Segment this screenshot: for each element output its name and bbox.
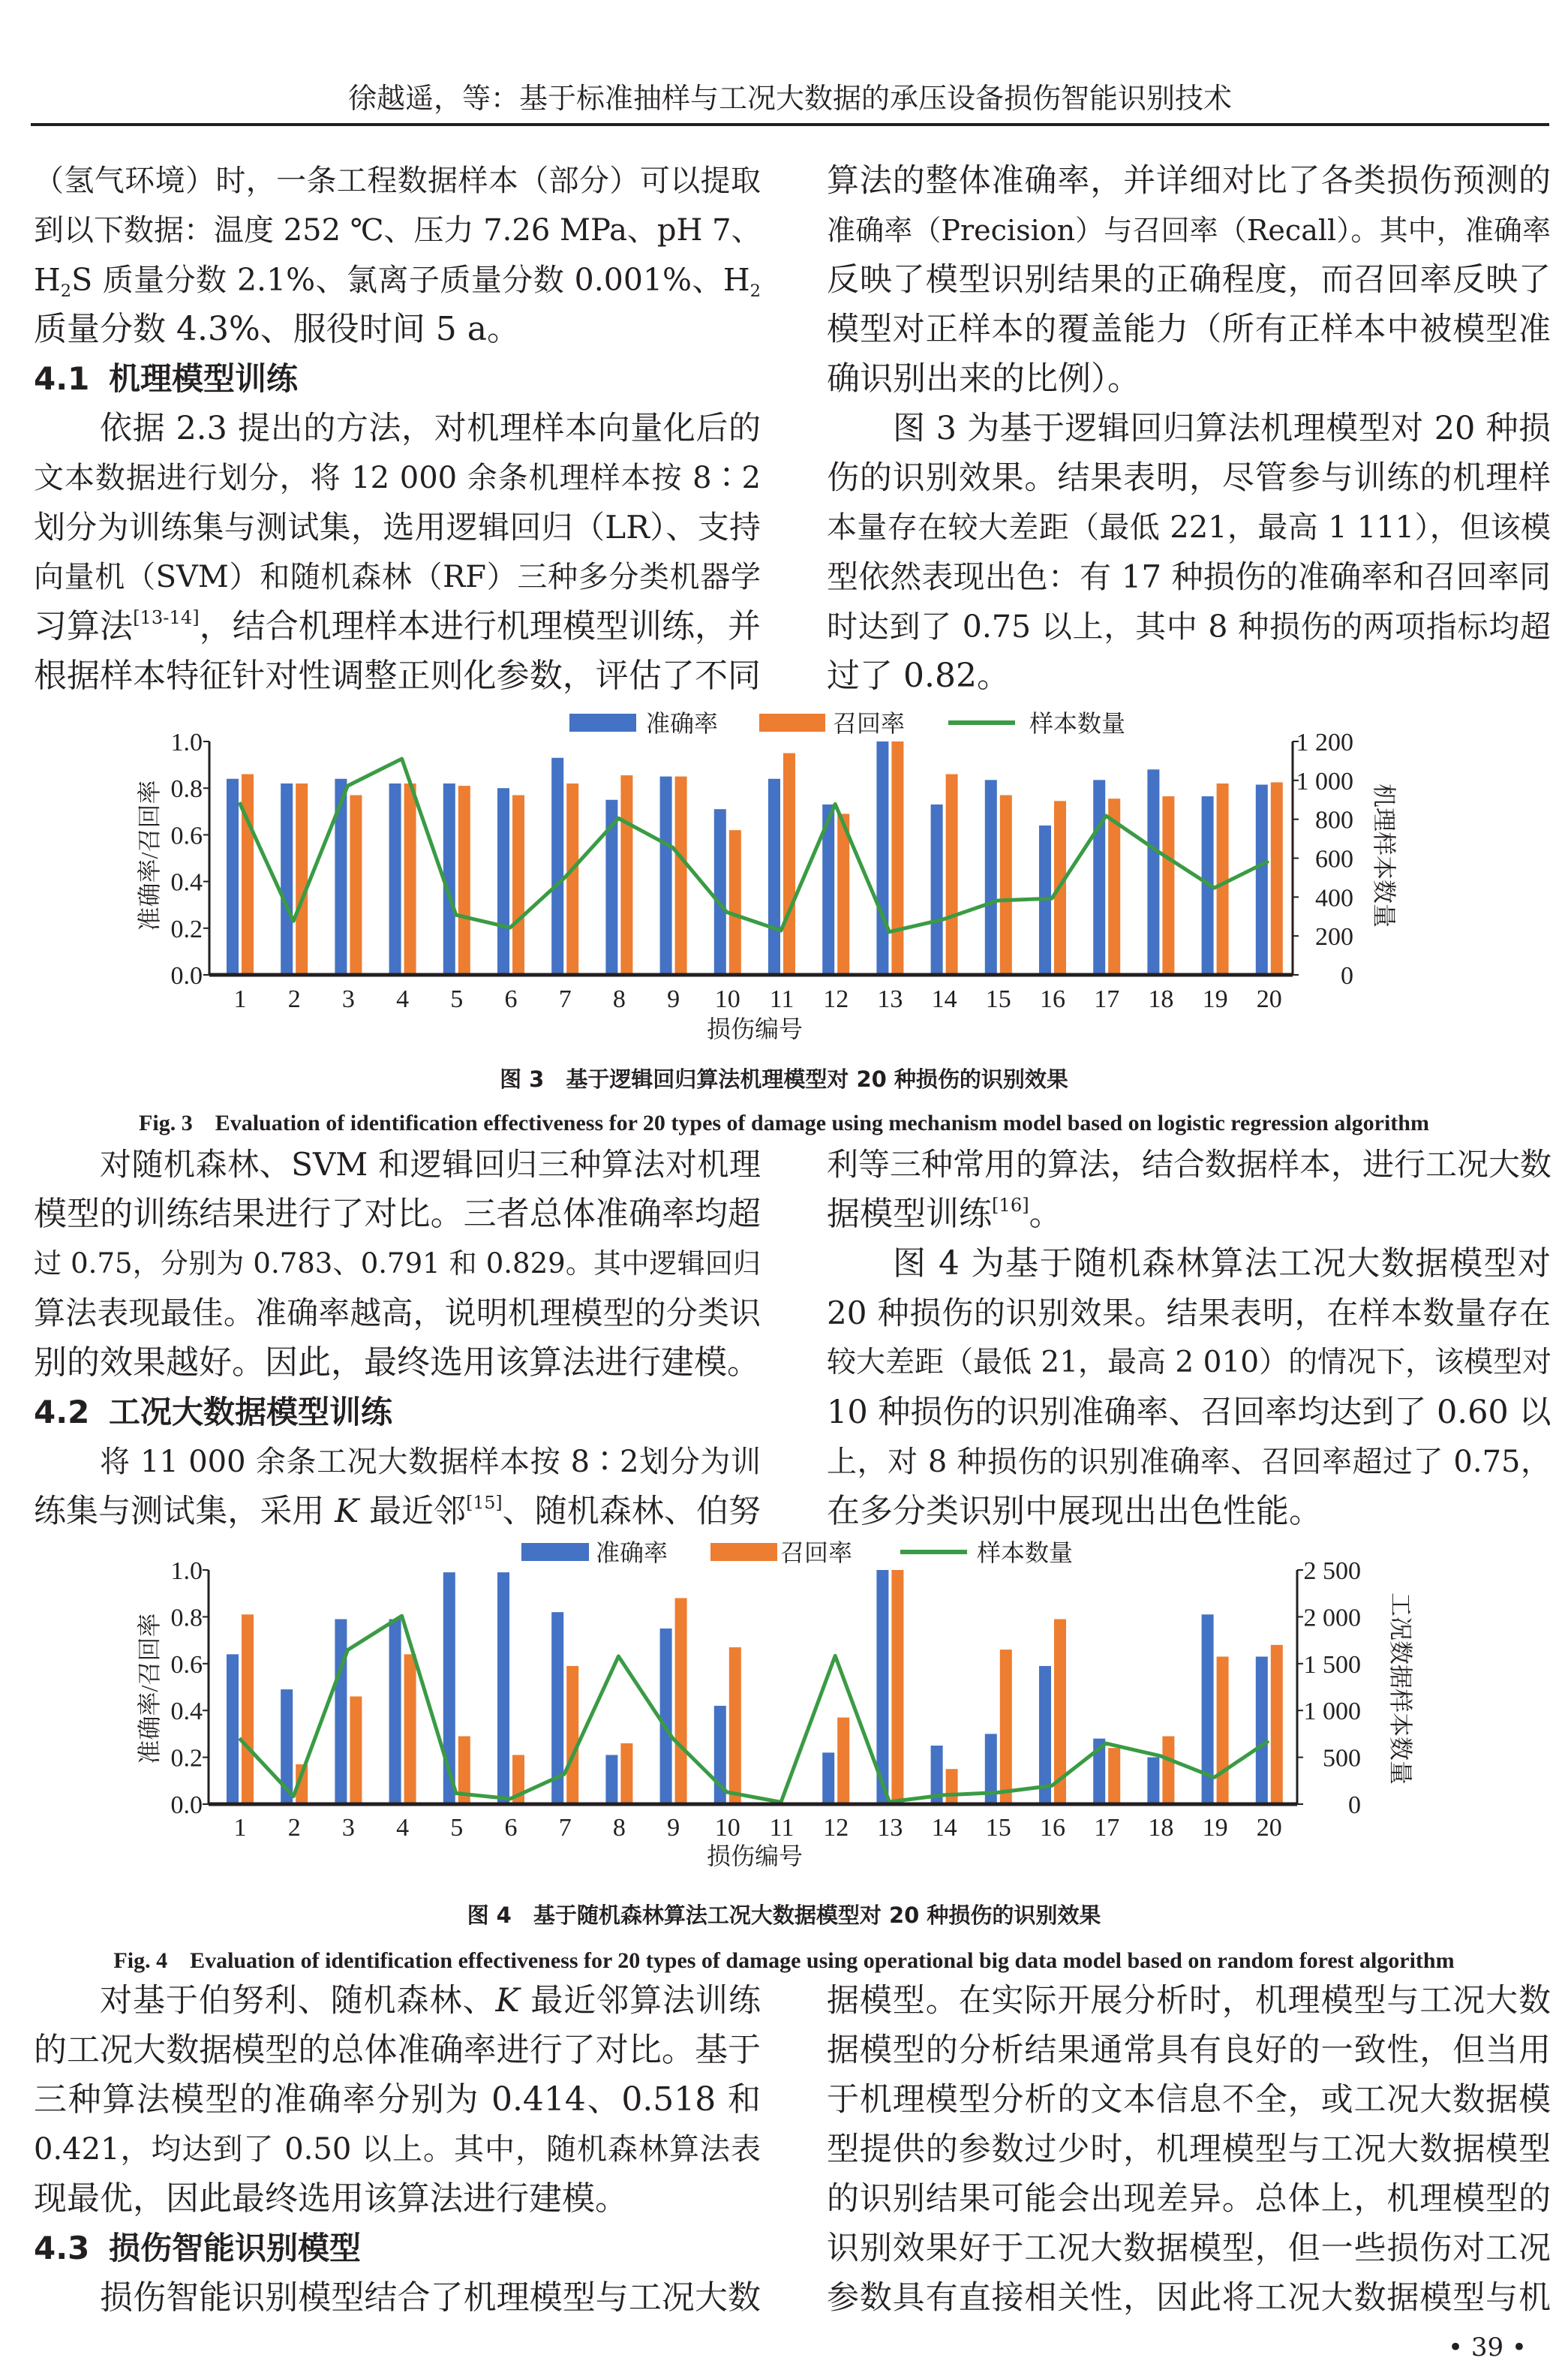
citation-superscript: [16]	[992, 1195, 1029, 1216]
text-run: 据模型。在实际开展分析时，机理模型与工况大数	[827, 1982, 1551, 2020]
x-tick-label: 2	[287, 1814, 301, 1842]
section-number: 4.1	[34, 360, 90, 397]
text-run: 伤的识别效果。结果表明，尽管参与训练的机理样	[827, 459, 1551, 497]
precision-bar	[497, 788, 509, 975]
precision-bar	[660, 777, 672, 975]
text-run: 、随机森林、伯努	[502, 1493, 761, 1530]
legend-swatch-recall	[759, 714, 825, 732]
body-text-line	[827, 1388, 1551, 1437]
text-run: 的识别结果可能会出现差异。总体上，机理模型的	[827, 2180, 1551, 2218]
legend-swatch-recall	[710, 1543, 777, 1561]
recall-bar	[404, 783, 416, 975]
precision-bar	[335, 1620, 347, 1804]
text-run: 习算法	[34, 607, 134, 645]
legend-label: 召回率	[780, 1539, 853, 1566]
recall-bar	[729, 830, 741, 975]
running-title: 徐越遥，等：基于标准抽样与工况大数据的承压设备损伤智能识别技术	[347, 82, 1232, 115]
x-tick-label: 5	[450, 1814, 464, 1842]
x-tick-label: 16	[1040, 1814, 1065, 1842]
recall-bar	[350, 1696, 362, 1804]
x-tick-label: 6	[504, 985, 518, 1013]
precision-bar	[876, 741, 888, 975]
section-title: 损伤智能识别模型	[109, 2230, 362, 2266]
precision-bar	[551, 758, 563, 975]
right-axis-label: 机理样本数量	[1371, 783, 1398, 928]
x-tick-label: 17	[1094, 1814, 1120, 1842]
recall-bar	[1000, 1650, 1012, 1804]
recall-bar	[242, 1614, 254, 1804]
precision-bar	[389, 783, 401, 975]
left-tick-label: 0.2	[170, 1744, 203, 1773]
body-text-line	[34, 1437, 761, 1487]
precision-bar	[931, 805, 943, 975]
x-tick-label: 20	[1256, 1814, 1282, 1842]
text-run: 三种算法模型的准确率分别为 0.414、0.518 和	[34, 2080, 761, 2119]
x-tick-label: 10	[714, 1814, 740, 1842]
left-tick-label: 0.4	[170, 868, 203, 897]
body-text-line	[34, 255, 761, 305]
precision-bar	[497, 1572, 509, 1804]
figure-4-caption-cn: 图 4 基于随机森林算法工况大数据模型对 20 种损伤的识别效果	[467, 1902, 1101, 1928]
text-run: 在多分类识别中展现出出色性能。	[827, 1492, 1322, 1530]
body-text-line	[34, 602, 761, 651]
text-run: 时达到了 0.75 以上，其中 8 种损伤的两项指标均超	[827, 609, 1551, 645]
precision-bar	[1093, 780, 1105, 975]
body-text-line	[827, 552, 1551, 602]
body-text-line	[827, 602, 1551, 651]
body-text-line	[827, 651, 1551, 701]
text-run: 图 3 为基于逻辑回归算法机理模型对 20 种损	[893, 410, 1551, 447]
section-number: 4.3	[34, 2230, 90, 2266]
x-tick-label: 20	[1256, 985, 1282, 1013]
text-run: 模型对正样本的覆盖能力（所有正样本中被模型准	[827, 311, 1551, 348]
italic-variable: K	[495, 1982, 520, 2020]
text-run: 准确率（Precision）与召回率（Recall）。其中，准确率	[827, 214, 1551, 247]
page-number: • 39 •	[1448, 2332, 1527, 2362]
body-text-line	[34, 1338, 761, 1388]
right-tick-label: 1 000	[1303, 1698, 1361, 1726]
text-run: 据模型训练	[827, 1195, 992, 1233]
x-tick-label: 13	[877, 985, 903, 1013]
section-heading	[34, 2224, 761, 2273]
figure-4-chart	[0, 1531, 1568, 1884]
x-tick-label: 1	[233, 1814, 247, 1842]
precision-bar	[1256, 785, 1268, 975]
recall-bar	[1271, 1645, 1283, 1804]
right-tick-label: 500	[1323, 1744, 1361, 1773]
right-tick-label: 2 500	[1303, 1557, 1361, 1585]
x-tick-label: 8	[612, 1814, 626, 1842]
right-column-block-1	[827, 156, 1551, 701]
recall-bar	[946, 1769, 958, 1804]
text-run: 根据样本特征针对性调整正则化参数，评估了不同	[34, 657, 761, 695]
recall-bar	[1271, 782, 1283, 975]
legend-swatch-precision	[521, 1543, 589, 1561]
text-run: 练集与测试集，采用	[34, 1493, 335, 1530]
legend-swatch-precision	[569, 714, 636, 732]
recall-bar	[296, 783, 308, 975]
body-text-line	[827, 1976, 1551, 2026]
text-run: 文本数据进行划分，将 12 000 余条机理样本按 8∶2	[34, 461, 761, 495]
body-text-line	[827, 2273, 1551, 2323]
body-text-line	[827, 1338, 1551, 1388]
recall-bar	[620, 775, 632, 975]
x-tick-label: 4	[396, 1814, 410, 1842]
text-run: 利等三种常用的算法，结合数据样本，进行工况大数	[827, 1146, 1552, 1183]
x-tick-label: 7	[558, 985, 572, 1013]
left-axis-label: 准确率/召回率	[136, 780, 163, 931]
x-tick-label: 9	[667, 1814, 680, 1842]
text-run: 最近邻	[359, 1493, 467, 1530]
text-run: 本量存在较大差距（最低 221，最高 1 111），但该模	[827, 510, 1551, 545]
right-tick-label: 0	[1341, 962, 1353, 990]
x-tick-label: 11	[769, 1814, 795, 1842]
legend-label: 准确率	[596, 1539, 668, 1566]
body-text-line	[34, 305, 761, 354]
x-tick-label: 15	[985, 1814, 1011, 1842]
text-run: 较大差距（最低 21，最高 2 010）的情况下，该模型对	[827, 1346, 1552, 1379]
right-tick-label: 800	[1315, 806, 1353, 835]
text-run: 划分为训练集与测试集，选用逻辑回归（LR）、支持	[34, 509, 761, 546]
left-tick-label: 1.0	[170, 1557, 203, 1585]
precision-bar	[822, 1752, 834, 1804]
body-text-line	[827, 354, 1551, 404]
x-tick-label: 3	[341, 1814, 355, 1842]
body-text-line	[34, 2026, 761, 2075]
body-text-line	[827, 1289, 1551, 1338]
x-tick-label: 10	[714, 985, 740, 1013]
precision-bar	[389, 1620, 401, 1804]
precision-bar	[227, 779, 239, 975]
body-text-line	[827, 1487, 1551, 1536]
body-text-line	[34, 2125, 761, 2174]
text-run: 0.421，均达到了 0.50 以上。其中，随机森林算法表	[34, 2132, 761, 2167]
text-run: 20 种损伤的识别效果。结果表明，在样本数量存在	[827, 1295, 1551, 1331]
text-run: 最近邻算法训练	[519, 1982, 761, 2020]
left-tick-label: 0.6	[170, 822, 203, 850]
right-tick-label: 0	[1348, 1791, 1361, 1819]
x-tick-label: 11	[769, 985, 795, 1013]
body-text-line	[827, 1239, 1551, 1289]
recall-bar	[891, 741, 903, 975]
right-axis-label: 工况数据样本数量	[1387, 1592, 1414, 1785]
x-tick-label: 16	[1040, 985, 1065, 1013]
text-run: 向量机（SVM）和随机森林（RF）三种多分类机器学	[34, 560, 761, 594]
recall-bar	[1108, 1748, 1120, 1804]
precision-bar	[714, 809, 726, 975]
text-run: 算法的整体准确率，并详细对比了各类损伤预测的	[827, 162, 1551, 200]
body-text-line	[34, 404, 761, 453]
precision-bar	[660, 1629, 672, 1804]
text-run: 依据 2.3 提出的方法，对机理样本向量化后的	[100, 410, 761, 447]
text-run: 别的效果越好。因此，最终选用该算法进行建模。	[34, 1343, 760, 1382]
x-tick-label: 6	[504, 1814, 518, 1842]
left-column-block-2	[34, 1140, 761, 1536]
x-tick-label: 5	[450, 985, 464, 1013]
text-run: 上，对 8 种损伤的识别准确率、召回率超过了 0.75，	[827, 1445, 1551, 1479]
body-text-line	[34, 453, 761, 503]
recall-bar	[242, 774, 254, 975]
recall-bar	[566, 783, 578, 975]
x-tick-label: 4	[396, 985, 410, 1013]
text-run: 识别效果好于工况大数据模型，但一些损伤对工况	[827, 2230, 1551, 2267]
legend-label: 样本数量	[1029, 710, 1126, 737]
recall-bar	[512, 796, 524, 975]
text-run: H	[34, 262, 61, 298]
section-heading	[34, 1388, 761, 1437]
body-text-line	[827, 305, 1551, 354]
citation-superscript: [13-14]	[133, 607, 200, 628]
body-text-line	[827, 404, 1551, 453]
recall-bar	[1000, 796, 1012, 975]
recall-bar	[1162, 1737, 1174, 1804]
body-text-line	[827, 156, 1551, 206]
text-run: 的工况大数据模型的总体准确率进行了对比。基于	[34, 2031, 761, 2069]
figure-3-chart	[0, 705, 1568, 1051]
text-run: S 质量分数 2.1%、氯离子质量分数 0.001%、H	[71, 262, 750, 298]
x-axis-label: 损伤编号	[706, 1015, 804, 1042]
text-run: 型提供的参数过少时，机理模型与工况大数据模型	[827, 2131, 1551, 2168]
recall-bar	[837, 1718, 849, 1804]
x-tick-label: 15	[985, 985, 1011, 1013]
body-text-line	[827, 2075, 1551, 2125]
right-tick-label: 600	[1315, 845, 1353, 874]
precision-bar	[1147, 769, 1159, 975]
section-number: 4.2	[34, 1394, 90, 1430]
left-tick-label: 0.0	[170, 962, 203, 990]
precision-bar	[768, 779, 780, 975]
text-run: 损伤智能识别模型结合了机理模型与工况大数	[100, 2278, 761, 2317]
text-run: 算法表现最佳。准确率越高，说明机理模型的分类识	[34, 1295, 761, 1331]
text-run: 10 种损伤的识别准确率、召回率均达到了 0.60 以	[827, 1394, 1551, 1431]
text-run: 质量分数 4.3%、服役时间 5 a。	[34, 310, 520, 348]
text-run: ，结合机理样本进行机理模型训练，并	[199, 607, 761, 645]
body-text-line	[34, 1239, 761, 1289]
section-title: 工况大数据模型训练	[109, 1394, 393, 1430]
body-text-line	[34, 206, 761, 255]
left-tick-label: 0.0	[170, 1791, 203, 1819]
recall-bar	[404, 1654, 416, 1804]
figure-3-caption-en: Fig. 3 Evaluation of identification effectiveness for 20 types of damage using mechanism model based on logistic regression algorithm	[139, 1111, 1429, 1135]
x-tick-label: 17	[1094, 985, 1120, 1013]
section-title: 机理模型训练	[109, 360, 299, 397]
body-text-line	[34, 2273, 761, 2323]
text-run: 确识别出来的比例）。	[827, 359, 1140, 398]
recall-bar	[783, 753, 795, 975]
right-column-block-3	[827, 1976, 1551, 2323]
right-tick-label: 2 000	[1303, 1604, 1361, 1632]
right-tick-label: 200	[1315, 923, 1353, 952]
body-text-line	[827, 206, 1551, 255]
right-tick-label: 1 000	[1296, 767, 1353, 796]
body-text-line	[827, 1437, 1551, 1487]
text-run: 过 0.75，分别为 0.783、0.791 和 0.829。其中逻辑回归	[34, 1247, 761, 1280]
body-text-line	[34, 503, 761, 552]
recall-bar	[891, 1570, 903, 1804]
x-tick-label: 18	[1148, 985, 1174, 1013]
text-run: 于机理模型分析的文本信息不全，或工况大数据模	[827, 2081, 1551, 2119]
text-run: （氢气环境）时，一条工程数据样本（部分）可以提取	[34, 164, 761, 198]
x-tick-label: 18	[1148, 1814, 1174, 1842]
text-run: 对随机森林、SVM 和逻辑回归三种算法对机理	[100, 1146, 761, 1183]
x-axis-label: 损伤编号	[706, 1842, 804, 1869]
recall-bar	[729, 1647, 741, 1804]
body-text-line	[827, 503, 1551, 552]
text-run: 将 11 000 余条工况大数据样本按 8∶2划分为训	[100, 1445, 761, 1479]
recall-bar	[675, 777, 687, 975]
x-tick-label: 9	[667, 985, 680, 1013]
left-column-block-3	[34, 1976, 761, 2323]
legend-label: 召回率	[833, 710, 906, 737]
x-tick-label: 7	[558, 1814, 572, 1842]
text-run: 参数具有直接相关性，因此将工况大数据模型与机	[827, 2279, 1551, 2317]
x-tick-label: 14	[931, 985, 957, 1013]
x-tick-label: 12	[823, 1814, 849, 1842]
figure-4-caption-en: Fig. 4 Evaluation of identification effectiveness for 20 types of damage using operational big data model based on random forest algorithm	[113, 1948, 1455, 1973]
recall-bar	[1217, 783, 1229, 975]
text-run: 现最优，因此最终选用该算法进行建模。	[34, 2179, 628, 2218]
text-run: 对基于伯努利、随机森林、	[100, 1982, 496, 2020]
left-tick-label: 0.2	[170, 915, 203, 943]
recall-bar	[458, 786, 470, 975]
precision-bar	[1256, 1656, 1268, 1804]
left-axis-label: 准确率/召回率	[136, 1613, 163, 1764]
subscript: 2	[749, 281, 761, 301]
left-tick-label: 1.0	[170, 729, 203, 756]
left-tick-label: 0.6	[170, 1650, 203, 1679]
body-text-line	[34, 1487, 761, 1536]
body-text-line	[827, 255, 1551, 305]
body-text-line	[827, 2224, 1551, 2273]
left-tick-label: 0.8	[170, 775, 203, 804]
body-text-line	[827, 2125, 1551, 2174]
recall-bar	[620, 1743, 632, 1804]
precision-bar	[1039, 1666, 1051, 1804]
body-text-line	[827, 1140, 1551, 1190]
left-column-block-1	[34, 156, 761, 701]
figure-3-caption-cn: 图 3 基于逻辑回归算法机理模型对 20 种损伤的识别效果	[500, 1066, 1068, 1092]
text-run: 。	[1029, 1195, 1062, 1233]
recall-bar	[566, 1666, 578, 1804]
right-tick-label: 1 500	[1303, 1650, 1361, 1679]
x-tick-label: 19	[1202, 985, 1228, 1013]
body-text-line	[34, 1289, 761, 1338]
subscript: 2	[60, 281, 72, 301]
body-text-line	[827, 1190, 1551, 1239]
precision-bar	[281, 783, 293, 975]
legend-label: 样本数量	[977, 1539, 1074, 1566]
text-run: 图 4 为基于随机森林算法工况大数据模型对	[893, 1244, 1551, 1283]
body-text-line	[34, 1976, 761, 2026]
x-tick-label: 12	[823, 985, 849, 1013]
body-text-line	[34, 2075, 761, 2125]
section-heading	[34, 354, 761, 404]
body-text-line	[34, 2174, 761, 2224]
citation-superscript: [15]	[466, 1492, 503, 1513]
precision-bar	[1147, 1758, 1159, 1804]
right-column-block-2	[827, 1140, 1551, 1536]
precision-bar	[985, 780, 997, 975]
right-tick-label: 400	[1315, 884, 1353, 913]
italic-variable: K	[335, 1493, 359, 1530]
text-run: 到以下数据：温度 252 ℃、压力 7.26 MPa、pH 7、	[34, 213, 761, 248]
x-tick-label: 3	[341, 985, 355, 1013]
left-tick-label: 0.8	[170, 1604, 203, 1632]
text-run: 型依然表现出色：有 17 种损伤的准确率和召回率同	[827, 558, 1551, 595]
recall-bar	[1162, 796, 1174, 975]
body-text-line	[827, 2174, 1551, 2224]
body-text-line	[827, 2026, 1551, 2075]
recall-bar	[946, 774, 958, 975]
x-tick-label: 8	[612, 985, 626, 1013]
text-run: 据模型的分析结果通常具有良好的一致性，但当用	[827, 2032, 1551, 2069]
text-run: 反映了模型识别结果的正确程度，而召回率反映了	[827, 261, 1551, 299]
recall-bar	[1217, 1656, 1229, 1804]
text-run: 模型的训练结果进行了对比。三者总体准确率均超	[34, 1195, 761, 1233]
x-tick-label: 14	[931, 1814, 957, 1842]
left-tick-label: 0.4	[170, 1698, 203, 1726]
body-text-line	[34, 1140, 761, 1190]
recall-bar	[350, 796, 362, 975]
x-tick-label: 1	[233, 985, 247, 1013]
body-text-line	[34, 1190, 761, 1239]
recall-bar	[675, 1598, 687, 1804]
text-run: 过了 0.82。	[827, 657, 1010, 695]
x-tick-label: 19	[1202, 1814, 1228, 1842]
x-tick-label: 13	[877, 1814, 903, 1842]
legend-label: 准确率	[646, 710, 719, 737]
body-text-line	[827, 453, 1551, 503]
body-text-line	[34, 156, 761, 206]
right-tick-label: 1 200	[1296, 729, 1353, 756]
x-tick-label: 2	[287, 985, 301, 1013]
body-text-line	[34, 552, 761, 602]
precision-bar	[605, 1755, 617, 1804]
precision-bar	[227, 1654, 239, 1804]
header-rule	[31, 123, 1549, 126]
body-text-line	[34, 651, 761, 701]
